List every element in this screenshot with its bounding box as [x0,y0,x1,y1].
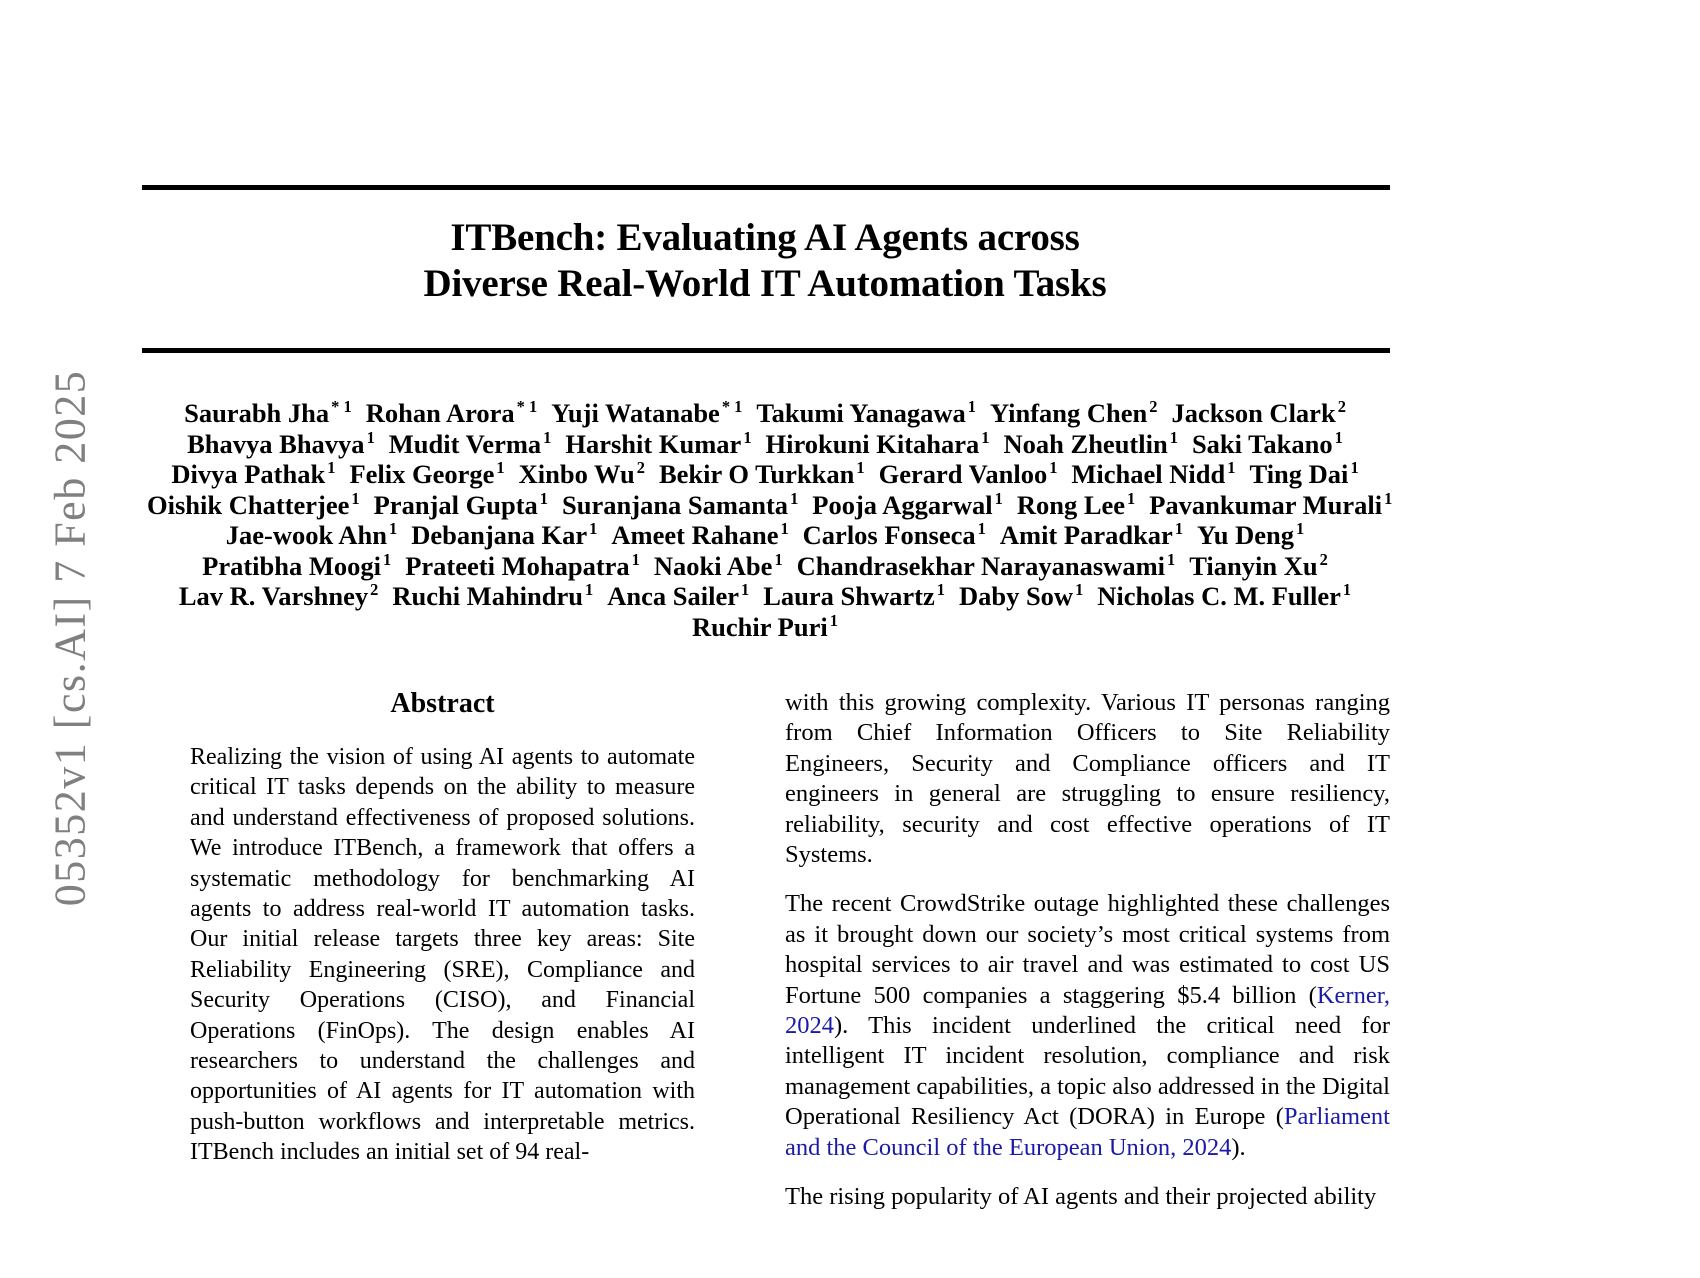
author-name: Michael Nidd $^1$ [1071,458,1236,489]
author-name: Ruchir Puri $^1$ [692,610,838,642]
author-name: Bhavya Bhavya $^1$ [187,427,375,459]
author-affiliation-marker: 1 [994,488,1003,508]
author-affiliation-marker: 2 [1319,549,1328,569]
author-affiliation-marker: 1 [389,519,398,539]
author-name: Chandrasekhar Narayanaswami $^1$ [796,549,1176,581]
author-name: Yinfang Chen $^2$ [989,397,1158,428]
author-affiliation-marker: 1 [631,549,640,569]
arxiv-stamp-text: 05352v1 [cs.AI] 7 Feb 2025 [45,369,95,906]
author-affiliation-marker: 1 [743,427,752,447]
title-rule-bottom [142,348,1390,353]
title-line-2: Diverse Real-World IT Automation Tasks [423,262,1107,305]
author-name: Mudit Verma $^1$ [388,427,552,459]
author-row [140,459,1390,490]
abstract-heading: Abstract [390,688,495,719]
author-affiliation-marker: 1 [829,610,838,630]
author-affiliation-marker: 2 [636,458,645,478]
author-name: Saki Takano $^1$ [1191,427,1343,459]
author-affiliation-marker: 1 [327,458,336,478]
author-affiliation-marker: 1 [936,580,945,600]
intro-paragraph-2 [785,889,1390,1163]
author-name: Naoki Abe $^1$ [653,549,783,581]
author-list [140,397,1393,642]
abstract-column [190,688,695,1187]
author-affiliation-marker: * 1 [516,397,538,417]
author-name: Xinbo Wu $^2$ [518,458,645,489]
author-affiliation-marker: 1 [366,427,375,447]
author-affiliation-marker: 1 [1342,580,1352,600]
author-affiliation-marker: 1 [977,519,986,539]
author-affiliation-marker: 2 [1149,397,1158,417]
author-name: Hirokuni Kitahara $^1$ [765,427,990,459]
author-name: Oishik Chatterjee $^1$ [147,488,360,520]
author-name: Ameet Rahane $^1$ [611,519,789,550]
arxiv-stamp [0,0,140,1275]
author-name: Rohan Arora $^{* 1}$ [365,397,538,428]
author-name: Pavankumar Murali $^1$ [1149,488,1393,520]
author-row [140,398,1390,429]
paper-title [140,215,1390,307]
author-name: Pratibha Moogi $^1$ [202,549,392,581]
author-affiliation-marker: * 1 [331,397,352,417]
intro-paragraph-1: with this growing complexity. Various IT personas ranging from Chief Information Officers to Site Reliability Engineers, Security and Compliance officers and IT engineers in general are struggling to ensure resiliency, reliability, security and cost effective operations of IT Systems. [785,689,1390,869]
author-name: Felix George $^1$ [349,458,505,489]
author-affiliation-marker: 1 [774,549,783,569]
author-affiliation-marker: 1 [351,488,360,508]
author-affiliation-marker: 1 [383,549,392,569]
author-affiliation-marker: 2 [1337,397,1346,417]
author-affiliation-marker: 1 [1075,580,1084,600]
author-row [140,581,1390,612]
author-name: Jae-wook Ahn $^1$ [225,519,398,550]
author-affiliation-marker: 1 [1227,458,1236,478]
author-name: Jackson Clark $^2$ [1171,397,1346,428]
author-affiliation-marker: 1 [740,580,750,600]
author-affiliation-marker: 1 [1169,427,1178,447]
author-affiliation-marker: 1 [790,488,799,508]
author-name: Anca Sailer $^1$ [607,580,750,611]
intro-paragraph-3: The rising popularity of AI agents and their projected ability [785,1183,1377,1211]
body-columns [140,688,1390,1278]
author-name: Ruchi Mahindru $^1$ [392,580,594,611]
author-name: Amit Paradkar $^1$ [999,519,1184,550]
author-affiliation-marker: 1 [780,519,789,539]
author-row [140,551,1390,582]
author-name: Divya Pathak $^1$ [171,458,336,489]
paper-page [140,0,1393,1275]
intro-p2-part-2: ). This incident underlined the critical need for intelligent IT incident resolution, compliance and risk management capabilities, a topic also addressed in the Digital Operational Resiliency Act (DORA) in Europe ( [785,1012,1390,1131]
author-name: Gerard Vanloo $^1$ [878,458,1058,489]
author-affiliation-marker: 1 [981,427,990,447]
author-affiliation-marker: 1 [1127,488,1136,508]
author-affiliation-marker: 1 [1167,549,1176,569]
author-name: Debanjana Kar $^1$ [411,519,598,550]
title-rule-top [142,185,1390,190]
author-name: Carlos Fonseca $^1$ [802,519,986,550]
author-name: Tianyin Xu $^2$ [1189,549,1328,581]
author-name: Lav R. Varshney $^2$ [178,580,379,611]
author-name: Saurabh Jha $^{* 1}$ [184,397,352,428]
author-name: Daby Sow $^1$ [958,580,1084,611]
author-affiliation-marker: 1 [856,458,865,478]
author-name: Pranjal Gupta $^1$ [373,488,549,520]
author-name: Laura Shwartz $^1$ [763,580,945,611]
author-row [140,429,1390,460]
author-affiliation-marker: 1 [543,427,552,447]
author-name: Pooja Aggarwal $^1$ [812,488,1003,520]
intro-p2-part-3: ). [1231,1133,1246,1161]
author-name: Yu Deng $^1$ [1197,519,1305,550]
author-name: Nicholas C. M. Fuller $^1$ [1097,580,1352,611]
author-name: Noah Zheutlin $^1$ [1003,427,1178,459]
author-affiliation-marker: 2 [370,580,379,600]
author-name: Ting Dai $^1$ [1249,458,1359,489]
intro-p2-part-1: The recent CrowdStrike outage highlighted these challenges as it brought down our society’s most critical systems from hospital services to air travel and was estimated to cost US Fortune 500 companies a staggering $5.4 billion ( [785,890,1390,1009]
author-name: Suranjana Samanta $^1$ [562,488,799,520]
author-affiliation-marker: 1 [967,397,976,417]
author-name: Rong Lee $^1$ [1016,488,1136,520]
author-affiliation-marker: 1 [585,580,594,600]
author-affiliation-marker: 1 [1174,519,1184,539]
author-affiliation-marker: 1 [539,488,549,508]
author-row [140,488,1393,521]
title-line-1: ITBench: Evaluating AI Agents across [450,216,1080,259]
author-affiliation-marker: 1 [1350,458,1359,478]
author-name: Takumi Yanagawa $^1$ [756,397,976,428]
author-name: Yuji Watanabe $^{* 1}$ [551,397,743,428]
author-affiliation-marker: 1 [1334,427,1343,447]
author-affiliation-marker: 1 [1296,519,1305,539]
author-affiliation-marker: 1 [1384,488,1393,508]
author-affiliation-marker: * 1 [721,397,743,417]
citation-kerner[interactable]: Kerner, 2024 [785,981,1390,1040]
author-affiliation-marker: 1 [496,458,505,478]
author-affiliation-marker: 1 [589,519,598,539]
author-name: Harshit Kumar $^1$ [565,427,752,459]
abstract-text: Realizing the vision of using AI agents to automate critical IT tasks depends on the ability to measure and understand effectiveness of proposed solutions. We introduce ITBench, a framework that offers a systematic methodology for benchmarking AI agents to address real-world IT automation tasks. Our initial release targets three key areas: Site Reliability Engineering (SRE), Compliance and Security Operations (CISO), and Financial Operations (FinOps). The design enables AI researchers to understand the challenges and opportunities of AI agents for IT automation with push-button workflows and interpretable metrics. ITBench includes an initial set of 94 real- [190,744,695,1166]
citation-eu-parliament[interactable]: Parliament and the Council of the European Union, 2024 [785,1103,1390,1161]
author-row [140,520,1390,551]
author-name: Prateeti Mohapatra $^1$ [405,549,640,581]
author-name: Bekir O Turkkan $^1$ [658,458,865,489]
intro-column [785,688,1390,1232]
author-row [140,612,1390,643]
author-affiliation-marker: 1 [1049,458,1058,478]
